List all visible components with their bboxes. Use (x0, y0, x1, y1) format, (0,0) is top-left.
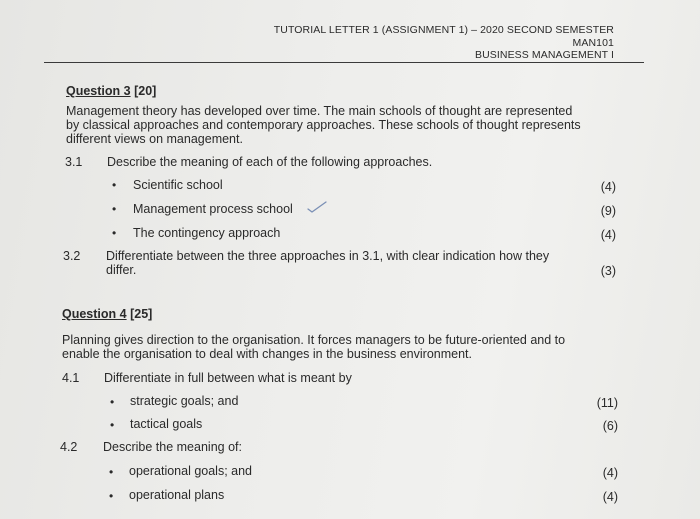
header-rule (44, 62, 644, 63)
q4-2-bullet-2-label: operational plans (129, 488, 225, 502)
q3-bullet-2-marks: (9) (600, 204, 616, 218)
q4-intro-line-1: Planning gives direction to the organisation. It forces managers to be future-oriented and to (62, 333, 566, 347)
bullet-icon: • (109, 465, 114, 479)
q4-intro-line-2: enable the organisation to deal with changes in the business environment. (62, 347, 472, 361)
bullet-icon: • (110, 418, 115, 432)
header-line-3: BUSINESS MANAGEMENT I (474, 49, 614, 61)
q4-2-bullet-1-label: operational goals; and (129, 464, 253, 478)
question-3-title (66, 84, 156, 98)
bullet-icon: • (109, 489, 114, 503)
section-3-1-number: 3.1 (65, 155, 83, 169)
question-4-title (62, 307, 152, 321)
section-3-1-text: Describe the meaning of each of the following approaches. (107, 155, 433, 169)
bullet-icon: • (112, 226, 117, 240)
section-3-2-line-1: Differentiate between the three approaches in 3.1, with clear indication how they (106, 249, 550, 263)
q3-bullet-2-label: Management process school (133, 202, 293, 216)
q4-1-bullet-2-label: tactical goals (130, 417, 203, 431)
section-3-2-marks: (3) (600, 264, 616, 278)
q3-intro-line-1: Management theory has developed over time. The main schools of thought are represented (66, 104, 573, 118)
q3-intro-line-2: by classical approaches and contemporary approaches. These schools of thought represents (66, 118, 581, 132)
section-4-1-number: 4.1 (62, 371, 80, 385)
question-3-label: Question 3 (66, 84, 131, 98)
q4-2-bullet-2-marks: (4) (602, 490, 618, 504)
header-line-1: TUTORIAL LETTER 1 (ASSIGNMENT 1) – 2020 SECOND SEMESTER (273, 24, 614, 36)
question-4-marks: [25] (130, 307, 153, 321)
section-4-2-text: Describe the meaning of: (103, 440, 242, 454)
bullet-icon: • (110, 395, 115, 409)
q3-intro-line-3: different views on management. (66, 132, 243, 146)
question-4-label: Question 4 (62, 307, 127, 321)
section-4-1-text: Differentiate in full between what is meant by (104, 371, 352, 385)
q4-1-bullet-2-marks: (6) (602, 419, 618, 433)
question-3-marks: [20] (134, 84, 157, 98)
section-3-2-line-2: differ. (106, 263, 137, 277)
header-line-2: MAN101 (572, 37, 614, 49)
q3-bullet-1-marks: (4) (600, 180, 616, 194)
q3-bullet-3-marks: (4) (600, 228, 616, 242)
q3-bullet-3-label: The contingency approach (133, 226, 281, 240)
q4-1-bullet-1-marks: (11) (596, 396, 618, 410)
section-3-2-number: 3.2 (63, 249, 81, 263)
q4-1-bullet-1-label: strategic goals; and (130, 394, 239, 408)
checkmark-icon (306, 200, 328, 214)
bullet-icon: • (112, 178, 117, 192)
q3-bullet-1-label: Scientific school (133, 178, 223, 192)
section-4-2-number: 4.2 (60, 440, 78, 454)
bullet-icon: • (112, 202, 117, 216)
q4-2-bullet-1-marks: (4) (602, 466, 618, 480)
